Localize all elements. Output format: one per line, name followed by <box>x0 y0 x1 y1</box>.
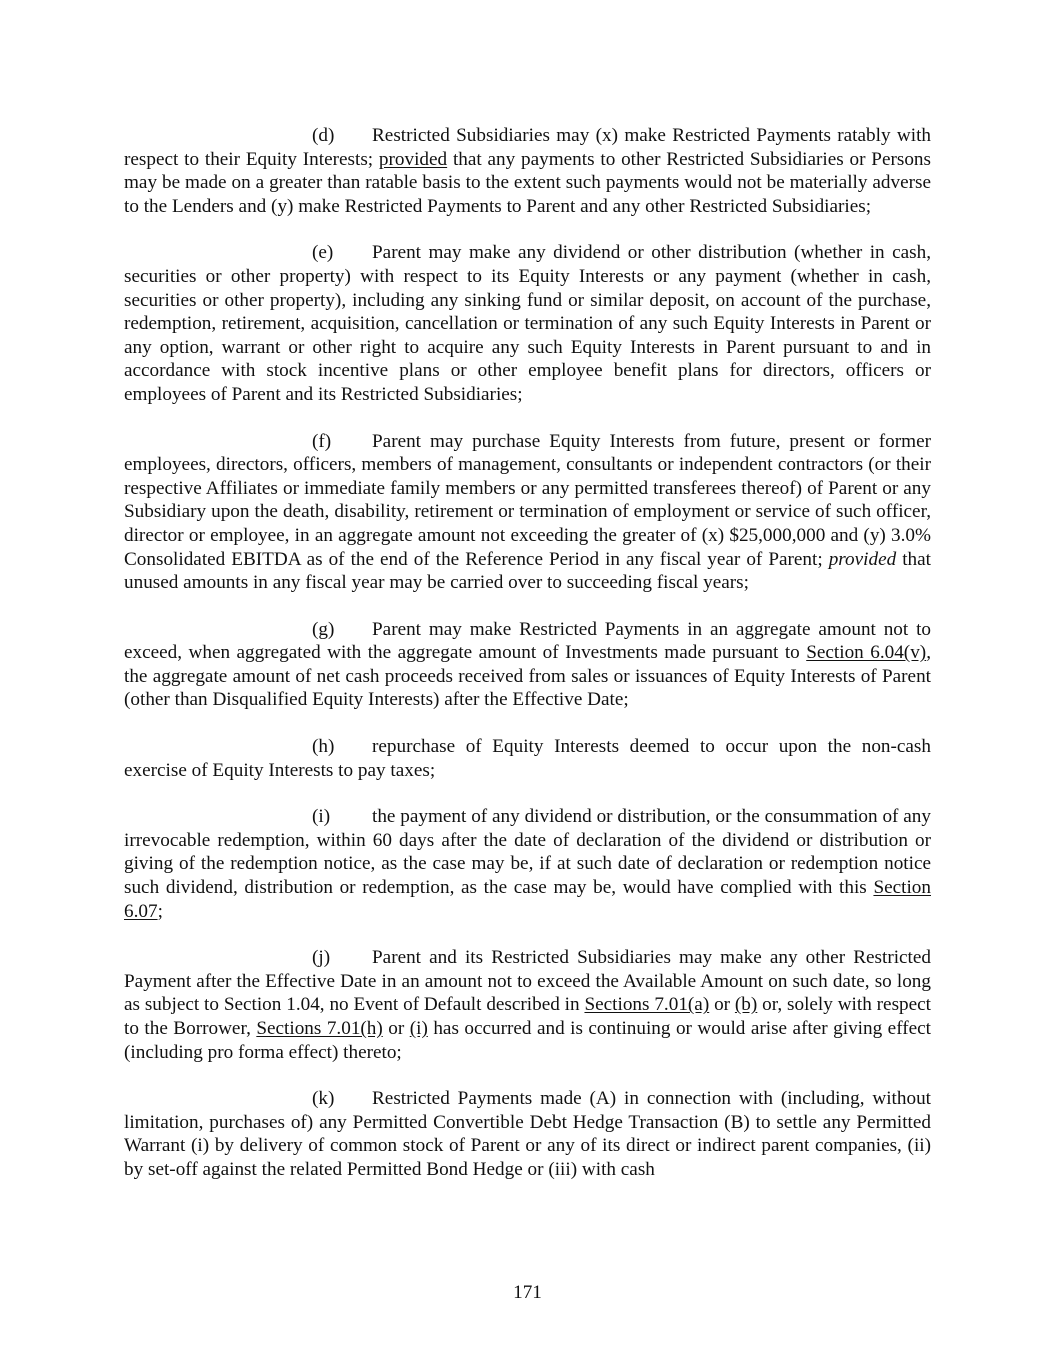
clause-h <box>124 735 931 782</box>
clause-text: the payment of any dividend or distribution, or the consummation of any irrevocable redemption, within 60 days after the date of declaration of the dividend or distribution or giving of the redemption notice, as the case may be, if at such date of declaration or redemption notice such dividend, distribution or redemption, as the case may be, would have complied with this <box>124 806 931 899</box>
clause-text: repurchase of Equity Interests deemed to occur upon the non-cash exercise of Equity Interests to pay taxes; <box>124 736 931 781</box>
clause-text: or, solely with respect to the Borrower, <box>124 994 931 1039</box>
clause-text: that any payments to other Restricted Subsidiaries or Persons may be made on a greater than ratable basis to the extent such payments would not be materially adverse to the Lenders and (y) make Restricted Payments to Parent and any other Restricted Subsidiaries; <box>124 148 931 217</box>
provided-term: provided <box>378 148 448 170</box>
clause-text: Parent may make Restricted Payments in an aggregate amount not to exceed, when aggregated with the aggregate amount of Investments made pursuant to <box>124 618 931 664</box>
clause-text: ; <box>157 900 163 922</box>
clause-text: has occurred and is continuing or would arise after giving effect (including pro forma effect) thereto; <box>124 1018 931 1063</box>
clause-d <box>124 124 931 218</box>
clause-e <box>124 241 931 406</box>
clause-label: (d) <box>312 125 335 146</box>
section-reference-link[interactable]: Section 6.04(v) <box>806 642 927 664</box>
page-number: 171 <box>513 1282 542 1303</box>
clause-text: Parent may purchase Equity Interests from future, present or former employees, directors, officers, members of management, consultants or independent contractors (or their respective Affiliates or immediate family members or any permitted transferees thereof) of Parent or any Subsidiary upon the death, disability, retirement or termination of employment or service of such officer, director or employee, in an aggregate amount not exceeding the greater of (x) $25,000,000 and (y) 3.0% Consolidated EBITDA as of the end of the Reference Period in any fiscal year of Parent; <box>124 430 931 570</box>
clause-text: Parent may make any dividend or other distribution (whether in cash, securities or other property) with respect to its Equity Interests or any payment (whether in cash, securities or other property), including any sinking fund or similar deposit, on account of the purchase, redemption, retirement, acquisition, cancellation or termination of any such Equity Interests in Parent or any option, warrant or other right to acquire any such Equity Interests in Parent pursuant to and in accordance with stock incentive plans or other employee benefit plans for directors, officers or employees of Parent and its Restricted Subsidiaries; <box>124 242 931 405</box>
clause-label: (j) <box>312 947 331 969</box>
clause-j <box>124 946 931 1064</box>
clause-text: that unused amounts in any fiscal year may be carried over to succeeding fiscal years; <box>124 548 931 594</box>
document-page <box>124 124 931 1205</box>
clause-label: (i) <box>312 806 331 828</box>
clause-text: or <box>709 994 735 1016</box>
section-reference-link[interactable]: Section 6.07 <box>124 877 931 922</box>
section-reference-link[interactable]: Sections 7.01(a) <box>584 994 710 1016</box>
clause-k <box>124 1087 931 1181</box>
provided-term: provided <box>828 548 897 570</box>
section-reference-link[interactable]: (i) <box>409 1018 428 1039</box>
clause-i <box>124 805 931 923</box>
clause-label: (e) <box>312 242 334 264</box>
clause-text: Restricted Payments made (A) in connection with (including, without limitation, purchases of) any Permitted Convertible Debt Hedge Transaction (B) to settle any Permitted Warrant (i) by delivery of common stock of Parent or any of its direct or indirect parent companies, (ii) by set-off against the related Permitted Bond Hedge or (iii) with cash <box>124 1088 931 1180</box>
clause-text: Parent and its Restricted Subsidiaries may make any other Restricted Payment after the Effective Date in an amount not to exceed the Available Amount on such date, so long as subject to Section 1.04, no Event of Default described in <box>124 947 931 1016</box>
clause-text: , the aggregate amount of net cash proceeds received from sales or issuances of Equity Interests of Parent (other than Disqualified Equity Interests) after the Effective Date; <box>124 642 931 711</box>
clause-label: (k) <box>312 1088 335 1110</box>
clause-label: (f) <box>312 430 332 452</box>
section-reference-link[interactable]: Sections 7.01(h) <box>256 1018 383 1039</box>
clause-text: Restricted Subsidiaries may (x) make Restricted Payments ratably with respect to their Equity Interests; <box>124 125 931 170</box>
clause-f <box>124 430 931 595</box>
clause-g <box>124 618 931 712</box>
clause-text: or <box>382 1018 410 1039</box>
clause-label: (g) <box>312 618 335 640</box>
clause-label: (h) <box>312 736 335 758</box>
section-reference-link[interactable]: (b) <box>734 994 758 1016</box>
